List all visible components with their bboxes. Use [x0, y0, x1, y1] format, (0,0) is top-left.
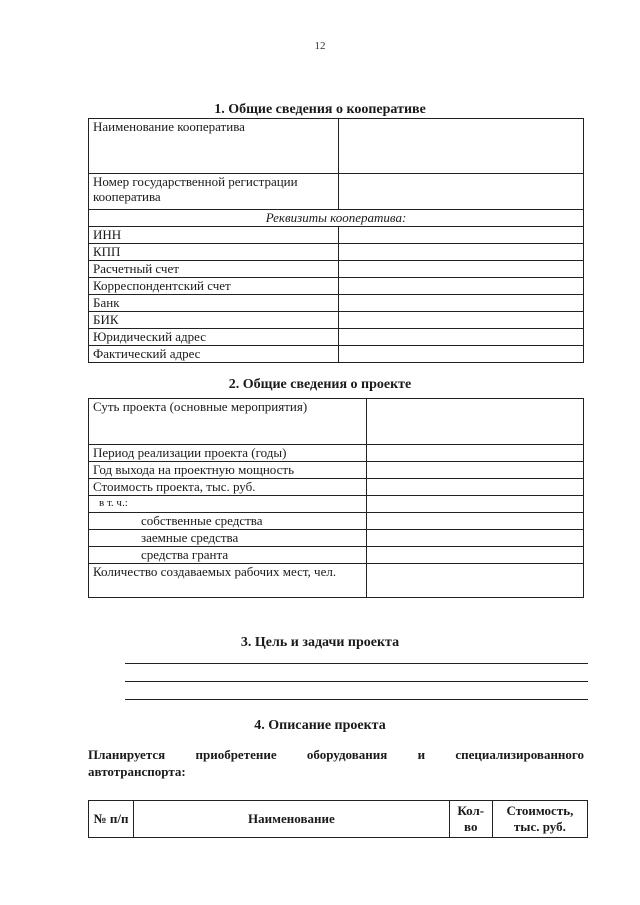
plan-line-2: автотранспорта:	[88, 764, 186, 779]
kpp-label: КПП	[89, 244, 339, 261]
legal-address-field[interactable]	[338, 329, 583, 346]
inn-label: ИНН	[89, 227, 339, 244]
implementation-period-label: Период реализации проекта (годы)	[89, 445, 367, 462]
writing-line[interactable]	[125, 664, 588, 682]
design-capacity-year-label: Год выхода на проектную мощность	[89, 462, 367, 479]
grant-funds-field[interactable]	[366, 547, 583, 564]
actual-address-label: Фактический адрес	[89, 346, 339, 363]
kpp-field[interactable]	[338, 244, 583, 261]
design-capacity-year-field[interactable]	[366, 462, 583, 479]
requisites-heading: Реквизиты кооператива:	[89, 210, 584, 227]
header-quantity: Кол-во	[449, 801, 492, 838]
own-funds-label: собственные средства	[89, 513, 367, 530]
legal-address-label: Юридический адрес	[89, 329, 339, 346]
header-number: № п/п	[89, 801, 134, 838]
settlement-account-label: Расчетный счет	[89, 261, 339, 278]
writing-line[interactable]	[125, 682, 588, 700]
actual-address-field[interactable]	[338, 346, 583, 363]
equipment-purchase-statement	[88, 746, 584, 780]
section-3-title: 3. Цель и задачи проекта	[240, 635, 400, 650]
registration-number-field[interactable]	[338, 174, 583, 210]
section-1-title: 1. Общие сведения о кооперативе	[214, 102, 426, 117]
bank-field[interactable]	[338, 295, 583, 312]
plan-line-1: Планируется приобретение оборудования и специализированного	[88, 747, 584, 762]
cooperative-name-field[interactable]	[338, 119, 583, 174]
page-number: 12	[314, 40, 326, 52]
goals-writing-lines	[125, 646, 588, 700]
section-4-title: 4. Описание проекта	[254, 718, 386, 733]
cooperative-info-table	[88, 118, 584, 363]
own-funds-field[interactable]	[366, 513, 583, 530]
header-cost: Стоимость, тыс. руб.	[492, 801, 587, 838]
project-info-table	[88, 398, 584, 598]
writing-line[interactable]	[125, 646, 588, 664]
section-2-title: 2. Общие сведения о проекте	[228, 377, 412, 392]
settlement-account-field[interactable]	[338, 261, 583, 278]
bik-field[interactable]	[338, 312, 583, 329]
bank-label: Банк	[89, 295, 339, 312]
grant-funds-label: средства гранта	[89, 547, 367, 564]
borrowed-funds-field[interactable]	[366, 530, 583, 547]
including-field[interactable]	[366, 496, 583, 513]
correspondent-account-label: Корреспондентский счет	[89, 278, 339, 295]
project-cost-field[interactable]	[366, 479, 583, 496]
inn-field[interactable]	[338, 227, 583, 244]
jobs-created-label: Количество создаваемых рабочих мест, чел.	[89, 564, 367, 598]
implementation-period-field[interactable]	[366, 445, 583, 462]
project-essence-label: Суть проекта (основные мероприятия)	[89, 399, 367, 445]
project-cost-label: Стоимость проекта, тыс. руб.	[89, 479, 367, 496]
registration-number-label: Номер государственной регистрации кооператива	[89, 174, 339, 210]
equipment-table	[88, 800, 588, 838]
project-essence-field[interactable]	[366, 399, 583, 445]
including-label: в т. ч.:	[89, 496, 367, 513]
correspondent-account-field[interactable]	[338, 278, 583, 295]
header-name: Наименование	[134, 801, 450, 838]
jobs-created-field[interactable]	[366, 564, 583, 598]
bik-label: БИК	[89, 312, 339, 329]
borrowed-funds-label: заемные средства	[89, 530, 367, 547]
cooperative-name-label: Наименование кооператива	[89, 119, 339, 174]
